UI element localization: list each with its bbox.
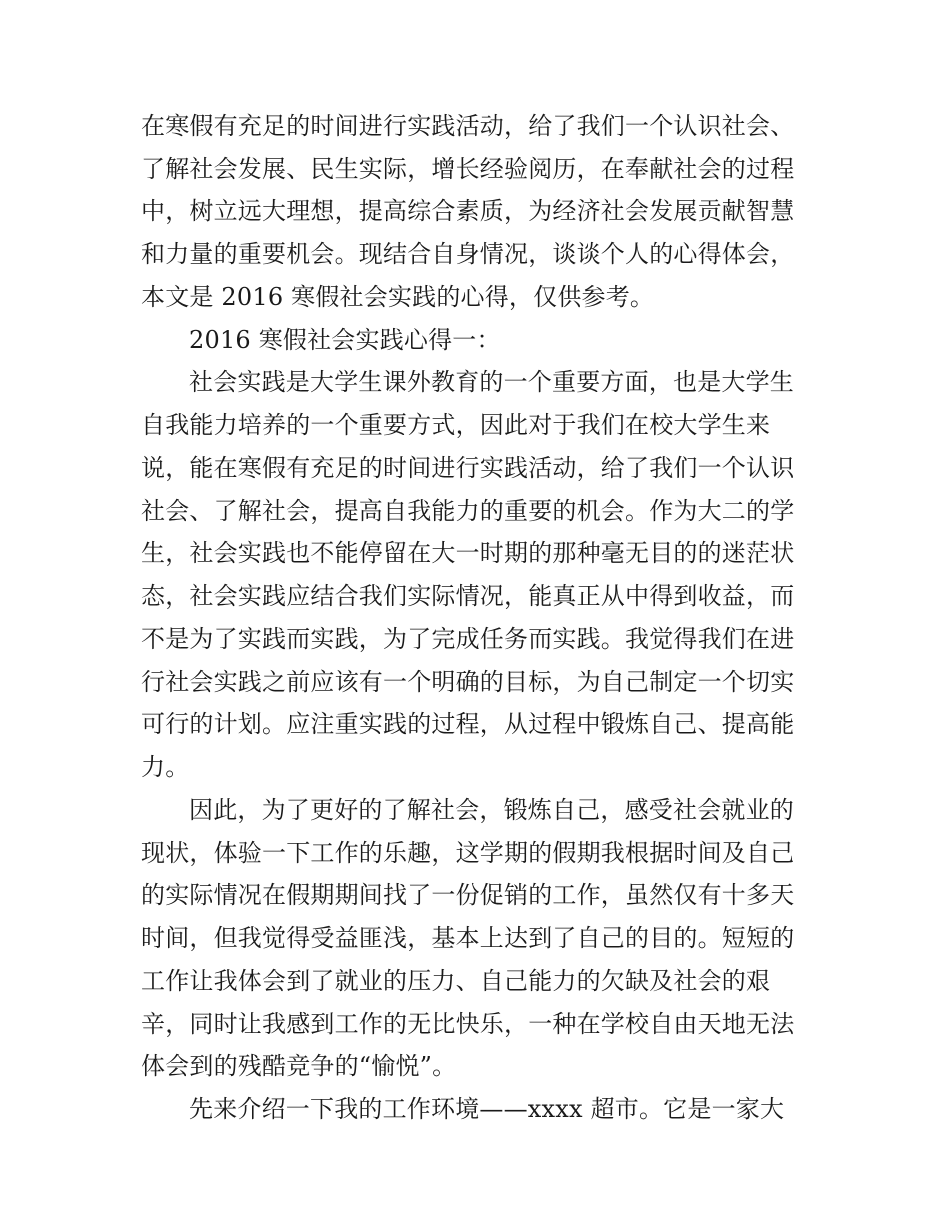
text-line: 时间，但我觉得受益匪浅，基本上达到了自己的目的。短短的 [141, 924, 795, 952]
text-line: 工作让我体会到了就业的压力、自己能力的欠缺及社会的艰 [141, 967, 771, 995]
text-line: 说，能在寒假有充足的时间进行实践活动，给了我们一个认识 [141, 454, 795, 482]
text-line: 行社会实践之前应该有一个明确的目标，为自己制定一个切实 [141, 668, 795, 696]
text-line: 态，社会实践应结合我们实际情况，能真正从中得到收益，而 [141, 582, 795, 610]
text-line: 可行的计划。应注重实践的过程，从过程中锻炼自己、提高能 [141, 710, 795, 738]
text-line: 现状，体验一下工作的乐趣，这学期的假期我根据时间及自己 [141, 839, 795, 867]
section-heading: 2016 寒假社会实践心得一： [189, 326, 501, 354]
text-line: 因此，为了更好的了解社会，锻炼自己，感受社会就业的 [189, 796, 794, 824]
text-line: 力。 [141, 753, 190, 781]
text-line: 了解社会发展、民生实际，增长经验阅历，在奉献社会的过程 [141, 155, 795, 183]
text-line: 在寒假有充足的时间进行实践活动，给了我们一个认识社会、 [141, 112, 795, 140]
text-line: 自我能力培养的一个重要方式，因此对于我们在校大学生来 [141, 411, 771, 439]
text-line: 体会到的残酷竞争的“愉悦”。 [141, 1052, 457, 1080]
text-line: 的实际情况在假期期间找了一份促销的工作，虽然仅有十多天 [141, 881, 795, 909]
text-line: 社会实践是大学生课外教育的一个重要方面，也是大学生 [189, 368, 794, 396]
text-line: 本文是 2016 寒假社会实践的心得，仅供参考。 [141, 283, 655, 311]
text-line: 不是为了实践而实践，为了完成任务而实践。我觉得我们在进 [141, 625, 795, 653]
text-line: 辛，同时让我感到工作的无比快乐，一种在学校自由天地无法 [141, 1010, 795, 1038]
text-line: 生，社会实践也不能停留在大一时期的那种毫无目的的迷茫状 [141, 539, 795, 567]
text-line: 中，树立远大理想，提高综合素质，为经济社会发展贡献智慧 [141, 197, 795, 225]
text-line: 和力量的重要机会。现结合自身情况，谈谈个人的心得体会， [141, 240, 795, 268]
text-line: 先来介绍一下我的工作环境——xxxx 超市。它是一家大 [189, 1095, 785, 1123]
text-line: 社会、了解社会，提高自我能力的重要的机会。作为大二的学 [141, 497, 795, 525]
